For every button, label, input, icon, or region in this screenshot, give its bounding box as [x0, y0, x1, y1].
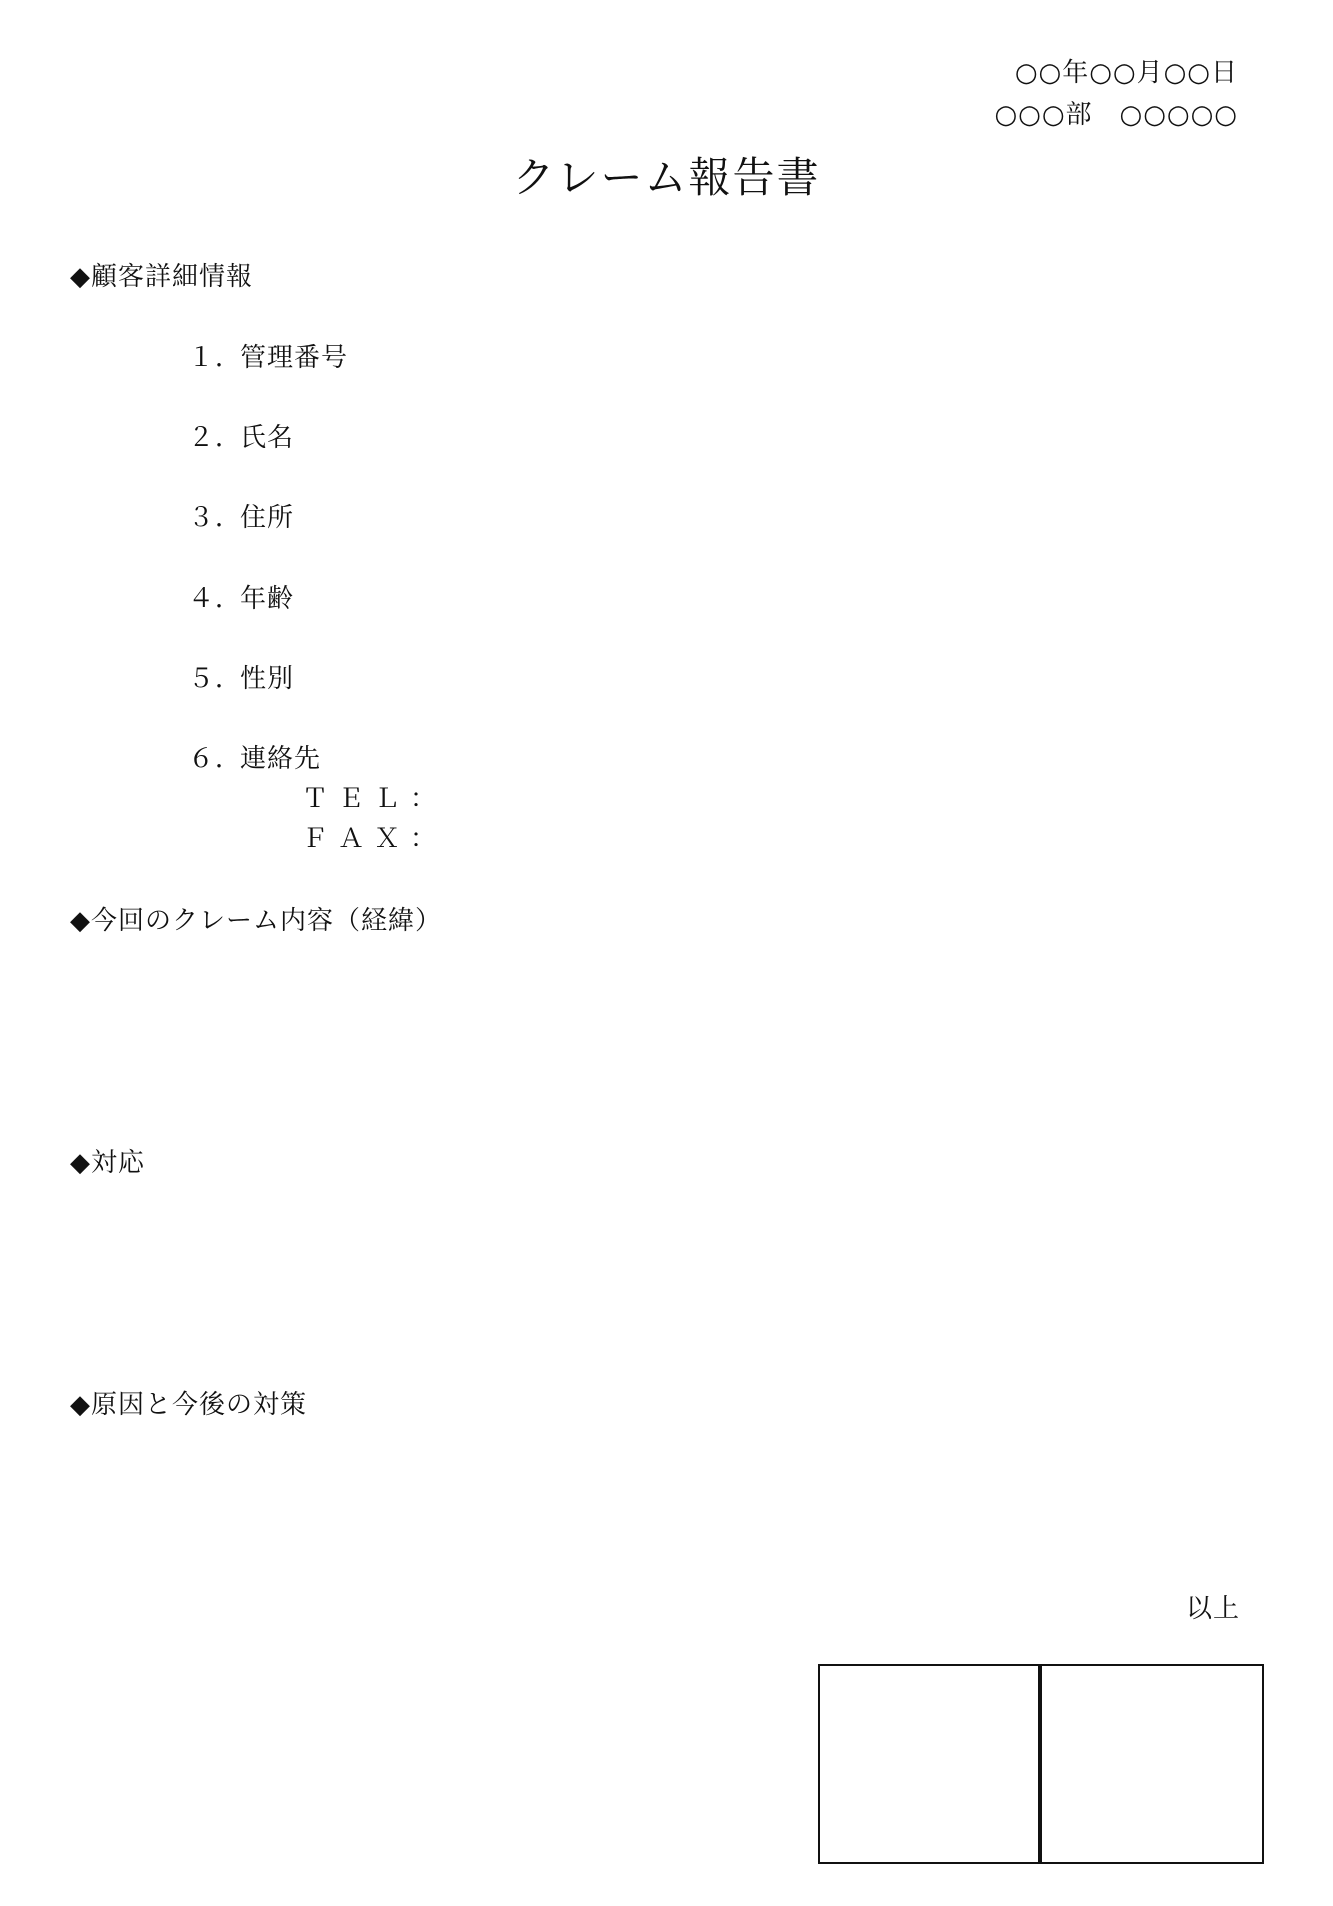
list-item-management-number	[188, 337, 348, 374]
item-number: ２．	[188, 423, 243, 453]
tel-label: ＴＥＬ：	[302, 784, 447, 814]
list-item-age	[188, 578, 294, 615]
list-item-contact	[188, 738, 321, 775]
list-item-address	[188, 497, 294, 534]
approval-stamp-box	[818, 1664, 1040, 1864]
item-number: ３．	[188, 503, 243, 533]
item-label: 性別	[240, 664, 295, 694]
item-number: ５．	[188, 664, 243, 694]
item-label: 氏名	[240, 423, 295, 453]
cause-countermeasure-heading: ◆原因と今後の対策	[70, 1390, 307, 1420]
approval-stamp-box	[1040, 1664, 1264, 1864]
item-label: 年齢	[240, 584, 295, 614]
page-title: クレーム報告書	[512, 153, 821, 202]
fax-label: ＦＡＸ：	[302, 824, 447, 854]
response-heading: ◆対応	[70, 1148, 145, 1178]
item-label: 住所	[240, 503, 295, 533]
list-item-name	[188, 417, 294, 454]
report-date: ○○年○○月○○日	[1014, 58, 1238, 88]
complaint-details-heading: ◆今回のクレーム内容（経緯）	[70, 906, 442, 936]
item-number: １．	[188, 343, 243, 373]
list-item-gender	[188, 658, 294, 695]
item-label: 連絡先	[240, 744, 322, 774]
item-number: ６．	[188, 744, 243, 774]
item-label: 管理番号	[240, 343, 349, 373]
customer-info-heading: ◆顧客詳細情報	[70, 262, 253, 292]
department-author: ○○○部 ○○○○○	[994, 100, 1238, 130]
item-number: ４．	[188, 584, 243, 614]
closing-remark: 以上	[1185, 1594, 1240, 1624]
